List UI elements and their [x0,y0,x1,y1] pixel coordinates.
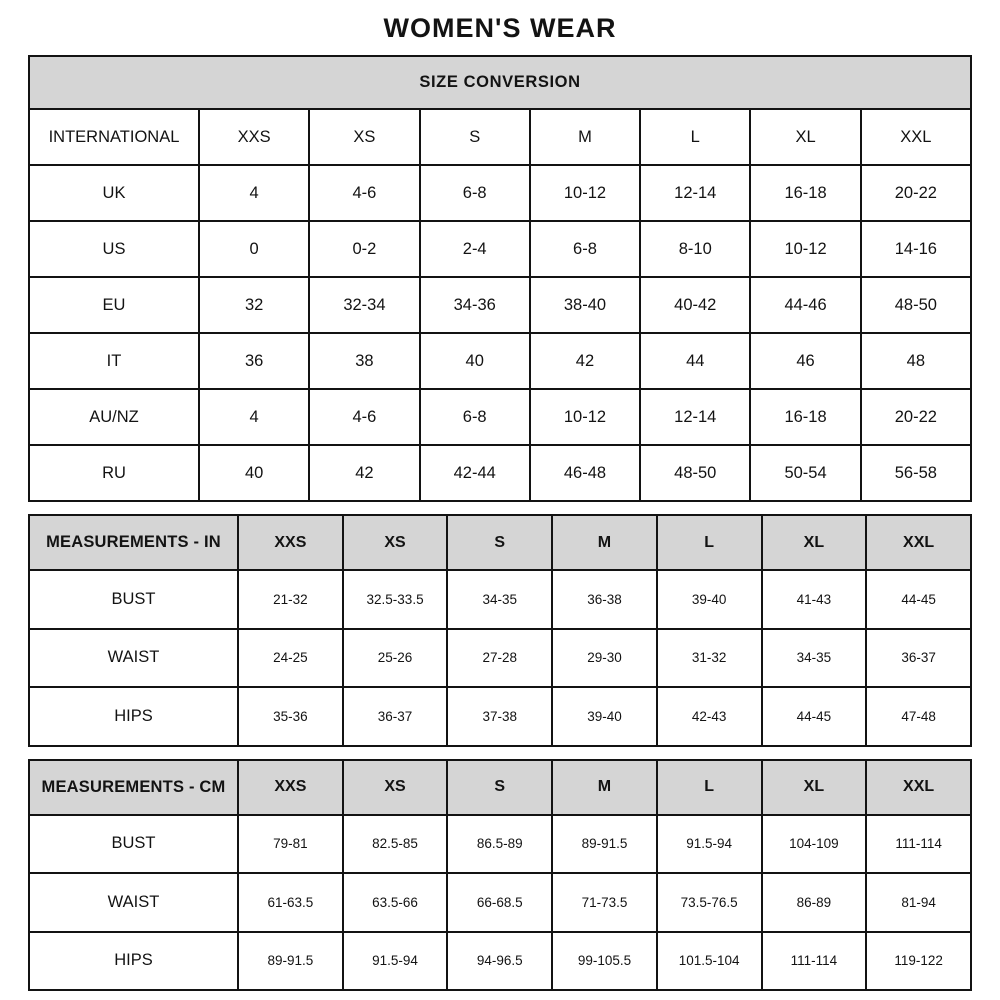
measurement-cell: 111-114 [866,815,971,874]
size-cell: 40-42 [640,277,750,333]
size-cell: 36 [199,333,309,389]
size-col-header: XXS [199,109,309,165]
size-col-header: XXS [238,515,343,570]
size-conversion-table [28,55,972,502]
measurements-in-table [28,514,972,747]
size-col-header: XXL [866,515,971,570]
measurement-cell: 81-94 [866,873,971,932]
size-cell: 40 [199,445,309,501]
size-col-header: XS [343,760,448,815]
size-col-header: L [640,109,750,165]
measurement-cell: 34-35 [447,570,552,629]
size-cell: 6-8 [530,221,640,277]
table-row [29,56,971,109]
size-cell: 20-22 [861,389,971,445]
measurement-cell: 37-38 [447,687,552,746]
size-cell: 48-50 [640,445,750,501]
measurement-cell: 111-114 [762,932,867,991]
size-cell: 32 [199,277,309,333]
row-label: HIPS [29,932,238,991]
measurements-cm-header: MEASUREMENTS - CM [29,760,238,815]
size-col-header: XS [309,109,419,165]
size-cell: 50-54 [750,445,860,501]
measurement-cell: 24-25 [238,629,343,688]
table-row [29,165,971,221]
corner-label: INTERNATIONAL [29,109,199,165]
row-label: US [29,221,199,277]
measurement-cell: 42-43 [657,687,762,746]
row-label: WAIST [29,629,238,688]
measurement-cell: 86-89 [762,873,867,932]
size-col-header: M [552,515,657,570]
size-cell: 48 [861,333,971,389]
size-col-header: M [530,109,640,165]
table-row [29,389,971,445]
size-cell: 34-36 [420,277,530,333]
table-row [29,815,971,874]
size-cell: 12-14 [640,165,750,221]
measurement-cell: 27-28 [447,629,552,688]
measurement-cell: 71-73.5 [552,873,657,932]
size-cell: 14-16 [861,221,971,277]
size-cell: 20-22 [861,165,971,221]
measurements-in-header: MEASUREMENTS - IN [29,515,238,570]
size-col-header: S [447,760,552,815]
size-col-header: XL [762,515,867,570]
size-cell: 6-8 [420,165,530,221]
measurement-cell: 44-45 [762,687,867,746]
table-row [29,333,971,389]
size-cell: 40 [420,333,530,389]
size-cell: 12-14 [640,389,750,445]
measurement-cell: 47-48 [866,687,971,746]
measurement-cell: 34-35 [762,629,867,688]
measurement-cell: 82.5-85 [343,815,448,874]
size-cell: 16-18 [750,165,860,221]
measurement-cell: 44-45 [866,570,971,629]
measurement-cell: 39-40 [552,687,657,746]
size-cell: 44-46 [750,277,860,333]
page-title: WOMEN'S WEAR [383,13,617,43]
size-cell: 6-8 [420,389,530,445]
size-conversion-header: SIZE CONVERSION [29,56,971,109]
measurement-cell: 25-26 [343,629,448,688]
table-row [29,932,971,991]
size-col-header: XXS [238,760,343,815]
size-cell: 0-2 [309,221,419,277]
size-cell: 46-48 [530,445,640,501]
size-cell: 4 [199,165,309,221]
measurement-cell: 36-37 [866,629,971,688]
size-cell: 10-12 [530,389,640,445]
size-col-header: XXL [861,109,971,165]
size-cell: 46 [750,333,860,389]
table-row [29,515,971,570]
row-label: BUST [29,570,238,629]
measurement-cell: 91.5-94 [343,932,448,991]
size-cell: 8-10 [640,221,750,277]
measurement-cell: 35-36 [238,687,343,746]
size-cell: 16-18 [750,389,860,445]
measurement-cell: 104-109 [762,815,867,874]
measurement-cell: 29-30 [552,629,657,688]
size-col-header: S [420,109,530,165]
measurement-cell: 32.5-33.5 [343,570,448,629]
size-cell: 10-12 [530,165,640,221]
size-col-header: XL [750,109,860,165]
measurement-cell: 39-40 [657,570,762,629]
row-label: IT [29,333,199,389]
size-col-header: L [657,760,762,815]
table-row [29,629,971,688]
size-cell: 42 [530,333,640,389]
size-cell: 48-50 [861,277,971,333]
size-col-header: XL [762,760,867,815]
measurement-cell: 101.5-104 [657,932,762,991]
row-label: WAIST [29,873,238,932]
measurement-cell: 94-96.5 [447,932,552,991]
row-label: HIPS [29,687,238,746]
size-cell: 56-58 [861,445,971,501]
measurement-cell: 66-68.5 [447,873,552,932]
table-row [29,109,971,165]
measurement-cell: 63.5-66 [343,873,448,932]
row-label: BUST [29,815,238,874]
size-col-header: XS [343,515,448,570]
size-cell: 44 [640,333,750,389]
size-cell: 42 [309,445,419,501]
table-row [29,221,971,277]
size-cell: 10-12 [750,221,860,277]
size-cell: 4-6 [309,389,419,445]
size-cell: 4 [199,389,309,445]
table-row [29,570,971,629]
row-label: UK [29,165,199,221]
measurement-cell: 91.5-94 [657,815,762,874]
measurement-cell: 41-43 [762,570,867,629]
measurement-cell: 73.5-76.5 [657,873,762,932]
size-cell: 38-40 [530,277,640,333]
size-cell: 42-44 [420,445,530,501]
size-cell: 38 [309,333,419,389]
measurement-cell: 61-63.5 [238,873,343,932]
measurements-cm-table [28,759,972,992]
measurement-cell: 86.5-89 [447,815,552,874]
row-label: EU [29,277,199,333]
size-col-header: L [657,515,762,570]
measurement-cell: 36-38 [552,570,657,629]
measurement-cell: 31-32 [657,629,762,688]
size-cell: 4-6 [309,165,419,221]
size-cell: 2-4 [420,221,530,277]
measurement-cell: 119-122 [866,932,971,991]
measurement-cell: 21-32 [238,570,343,629]
measurement-cell: 99-105.5 [552,932,657,991]
row-label: RU [29,445,199,501]
table-row [29,277,971,333]
measurement-cell: 79-81 [238,815,343,874]
size-col-header: S [447,515,552,570]
size-col-header: M [552,760,657,815]
table-row [29,760,971,815]
table-row [29,873,971,932]
measurement-cell: 89-91.5 [238,932,343,991]
table-row [29,445,971,501]
row-label: AU/NZ [29,389,199,445]
size-cell: 32-34 [309,277,419,333]
table-row [29,687,971,746]
size-col-header: XXL [866,760,971,815]
size-cell: 0 [199,221,309,277]
measurement-cell: 36-37 [343,687,448,746]
measurement-cell: 89-91.5 [552,815,657,874]
